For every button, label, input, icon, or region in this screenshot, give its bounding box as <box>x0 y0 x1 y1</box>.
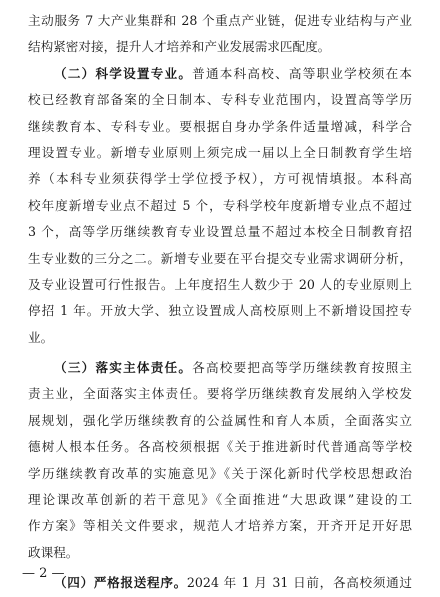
text-fragment: 普通本科高校、高等职业学校须在本 <box>192 65 412 81</box>
text-line: 理论课改革创新的若干意见》《全面推进“大思政课”建设的工 <box>28 492 412 508</box>
text-line <box>28 355 412 381</box>
text-line <box>28 61 412 87</box>
text-line: 理设置专业。新增专业原则上须完成一届以上全日制教育学生培 <box>28 144 412 160</box>
section-heading: （四）严格报送程序。 <box>54 575 187 591</box>
text-line: 业。 <box>28 329 54 345</box>
text-line: 校年度新增专业点不超过 5 个，专科学校年度新增专业点不超过 <box>28 197 412 213</box>
text-line: 生专业数的三分之二。新增专业要在平台提交专业需求调研分析， <box>28 250 412 266</box>
text-fragment: 各高校要把高等学历继续教育按照主 <box>192 360 412 376</box>
paragraph-industry-matching <box>28 8 412 61</box>
paragraph-main-responsibility <box>28 355 412 566</box>
text-line: 养（本科专业须获得学士学位授予权），方可视情填报。本科高 <box>28 171 412 187</box>
text-line: 及专业设置可行性报告。上年度招生人数少于 20 人的专业原则上 <box>28 276 412 292</box>
text-line: 3 个，高等学历继续教育专业设置总量不超过本校全日制教育招 <box>28 224 412 240</box>
text-fragment: 2024 年 1 月 31 日前，各高校须通过 <box>186 575 412 591</box>
text-line: 展规划，强化学历继续教育的公益属性和育人本质，全面落实立 <box>28 412 412 428</box>
paragraph-submission-procedure <box>28 570 412 596</box>
document-page <box>28 8 412 597</box>
text-line: 作方案》等相关文件要求，规范人才培养方案，开齐开足开好思 <box>28 518 412 534</box>
section-heading: （三）落实主体责任。 <box>54 360 193 376</box>
text-line: 继续教育本、专科专业。要根据自身办学条件适量增减，科学合 <box>28 118 412 134</box>
page-number: — 2 — <box>22 566 65 581</box>
text-line <box>28 570 412 596</box>
section-heading: （二）科学设置专业。 <box>54 65 193 81</box>
text-line: 德树人根本任务。各高校须根据《关于推进新时代普通高等学校 <box>28 439 412 455</box>
paragraph-scientific-setting <box>28 61 412 351</box>
text-line: 结构紧密对接，提升人才培养和产业发展需求匹配度。 <box>28 39 331 55</box>
text-line: 停招 1 年。开放大学、独立设置成人高校原则上不新增设国控专 <box>28 303 412 319</box>
text-line: 主动服务 7 大产业集群和 28 个重点产业链，促进专业结构与产业 <box>28 13 412 28</box>
text-line: 责主业，全面落实主体责任。要将学历继续教育发展纳入学校发 <box>28 386 412 402</box>
text-line: 学历继续教育改革的实施意见》《关于深化新时代学校思想政治 <box>28 465 412 481</box>
text-line: 政课程。 <box>28 544 79 560</box>
text-line: 校已经教育部备案的全日制本、专科专业范围内，设置高等学历 <box>28 92 412 108</box>
